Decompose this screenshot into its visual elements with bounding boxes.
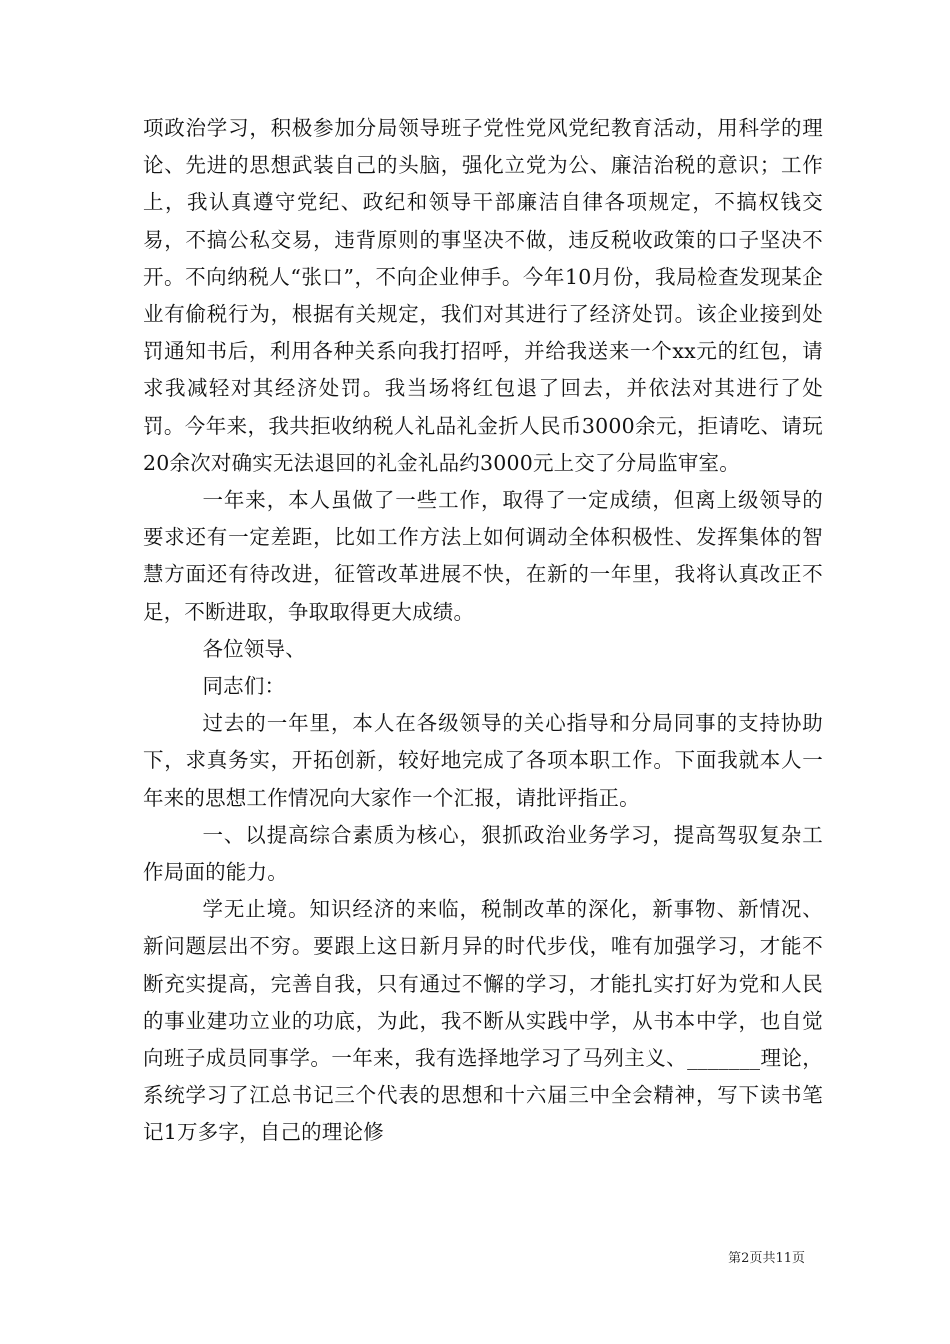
paragraph-continuation: 项政治学习，积极参加分局领导班子党性党风党纪教育活动，用科学的理论、先进的思想武装自己的头脑，强化立党为公、廉洁治税的意识；工作上，我认真遵守党纪、政纪和领导干部廉洁自律各项规定，不搞权钱交易，不搞公私交易，违背原则的事坚决不做，违反税收政策的口子坚决不开。不向纳税人“张口”，不向企业伸手。今年10月份，我局检查发现某企业有偷税行为，根据有关规定，我们对其进行了经济处罚。该企业接到处罚通知书后，利用各种关系向我打招呼，并给我送来一个xx元的红包，请求我减轻对其经济处罚。我当场将红包退了回去，并依法对其进行了处罚。今年来，我共拒收纳税人礼品礼金折人民币3000余元，拒请吃、请玩20余次对确实无法退回的礼金礼品约3000元上交了分局监审室。 bbox=[143, 116, 823, 475]
page-number-footer: 第2页共11页 bbox=[728, 1251, 805, 1266]
salutation-comrades: 同志们： bbox=[202, 674, 286, 699]
salutation-leaders: 各位领导、 bbox=[202, 636, 306, 661]
paragraph-learning: 学无止境。知识经济的来临，税制改革的深化，新事物、新情况、新问题层出不穷。要跟上这日新月异的时代步伐，唯有加强学习，才能不断充实提高，完善自我，只有通过不懈的学习，才能扎实打好为党和人民的事业建功立业的功底，为此，我不断从实践中学，从书本中学，也自觉向班子成员同事学。一年来，我有选择地学习了马列主义、_______理论，系统学习了江总书记三个代表的思想和十六届三中全会精神，写下读书笔记1万多字，自己的理论修 bbox=[143, 897, 823, 1145]
paragraph-summary: 一年来，本人虽做了一些工作，取得了一定成绩，但离上级领导的要求还有一定差距，比如工作方法上如何调动全体积极性、发挥集体的智慧方面还有待改进，征管改革进展不快，在新的一年里，我将认真改正不足，不断进取，争取取得更大成绩。 bbox=[143, 488, 823, 624]
section-heading-one: 一、以提高综合素质为核心，狠抓政治业务学习，提高驾驭复杂工作局面的能力。 bbox=[143, 822, 823, 885]
paragraph-introduction: 过去的一年里，本人在各级领导的关心指导和分局同事的支持协助下，求真务实，开拓创新，较好地完成了各项本职工作。下面我就本人一年来的思想工作情况向大家作一个汇报，请批评指正。 bbox=[143, 711, 823, 810]
document-body bbox=[143, 110, 823, 1152]
